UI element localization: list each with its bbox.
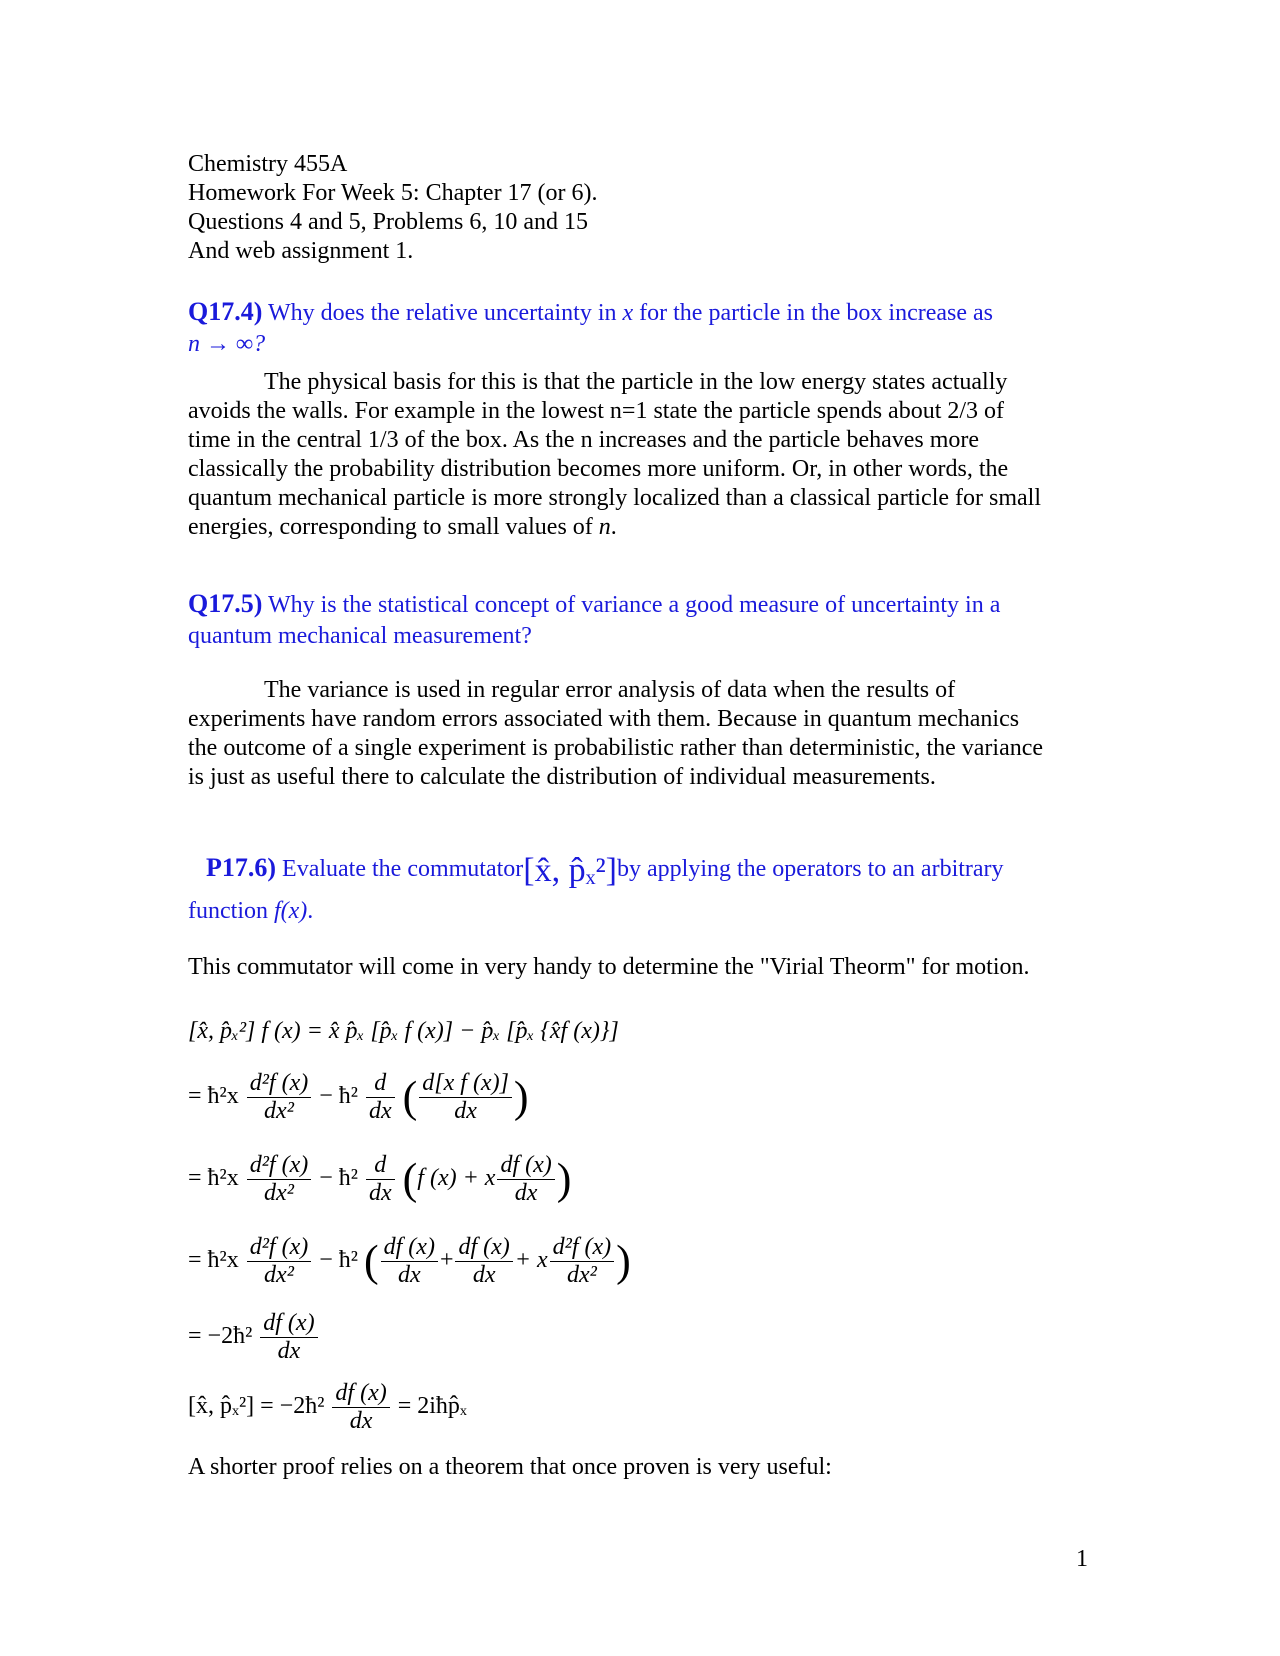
answer-line: classically the probability distribution becomes more uniform. Or, in other words, the (188, 456, 1009, 482)
fraction: $\frac{d}{dx}$ (366, 1070, 395, 1125)
assignment-web: And web assignment 1. (188, 238, 414, 264)
answer-line: The physical basis for this is that the particle in the low energy states actually (264, 369, 1008, 395)
eq-prefix: = −2ħ² (188, 1323, 253, 1350)
fraction: $\frac{\text{d²f (x)}}{\text{dx²}}$ (550, 1234, 615, 1289)
function-symbol: f(x) (273, 898, 308, 924)
intro-text: This commutator will come in very handy to determine the "Virial Theorm" for motion. (188, 954, 1030, 980)
question-text: quantum mechanical measurement? (188, 623, 532, 649)
problem-17-6 (206, 851, 1106, 889)
course-title: Chemistry 455A (188, 151, 348, 177)
eq-operator: + (439, 1247, 454, 1274)
question-text: Why is the statistical concept of variance a good measure of uncertainty in a (262, 592, 1001, 618)
equation-result (188, 1380, 467, 1435)
fraction: $\frac{df (x)}{dx}$ (497, 1152, 554, 1207)
equation-line-5 (188, 1310, 320, 1365)
equation-line-2: = ħ²x $\frac{\text{d²f (x)}}{\text{dx²}}$ − ħ² $\frac{d}{dx}$ ( $\frac{\text{d[x f (x)]}}{dx}$ ) (188, 1070, 529, 1124)
eq-prefix: = ħ²x (188, 1165, 239, 1192)
question-text: Why does the relative uncertainty in (262, 300, 623, 326)
fraction: $\frac{d}{dx}$ (366, 1152, 395, 1207)
fraction: $\frac{\text{d²f (x)}}{\text{dx²}}$ (247, 1234, 312, 1289)
question-number: Q17.4) (188, 297, 263, 326)
fraction: $\frac{df (x)}{dx}$ (381, 1234, 438, 1289)
assignment-questions: Questions 4 and 5, Problems 6, 10 and 15 (188, 209, 588, 235)
answer-line: experiments have random errors associated with them. Because in quantum mechanics (188, 706, 1020, 732)
variable: n (598, 514, 611, 540)
eq-operator: − ħ² (319, 1247, 358, 1274)
fraction: $\frac{df (x)}{dx}$ (332, 1380, 389, 1435)
eq-lhs: [x̂, p̂ₓ²] = −2ħ² (188, 1393, 325, 1420)
answer-line: the outcome of a single experiment is probabilistic rather than deterministic, the variance (188, 735, 1044, 761)
answer-17-5 (188, 676, 1088, 792)
answer-17-4 (188, 368, 1088, 542)
question-text: for the particle in the box increase as (633, 300, 994, 326)
question-17-4 (188, 296, 1088, 360)
problem-text: function (188, 898, 274, 924)
equation-line-1: [x̂, p̂ₓ²] f (x) = x̂ p̂ₓ [p̂ₓ f (x)] − p̂ₓ [p̂ₓ {x̂f (x)}] (188, 1018, 619, 1044)
fraction: $\frac{\text{d[x f (x)]}}{dx}$ (419, 1070, 512, 1125)
answer-line (188, 513, 1088, 542)
answer-line: is just as useful there to calculate the distribution of individual measurements. (188, 764, 936, 790)
problem-text: Evaluate the commutator (276, 856, 524, 882)
equation-line-4: = ħ²x $\frac{\text{d²f (x)}}{\text{dx²}}$ − ħ² ( $\frac{df (x)}{dx}$ + $\frac{df (x)}{dx}$ + x $\frac{\text{d²f (x)}}{\text{dx²}}$ ) (188, 1234, 631, 1288)
fraction: $\frac{\text{d²f (x)}}{\text{dx²}}$ (247, 1070, 312, 1125)
answer-line: quantum mechanical particle is more strongly localized than a classical particle for small (188, 485, 1042, 511)
fraction: $\frac{df (x)}{dx}$ (455, 1234, 512, 1289)
closing-text: A shorter proof relies on a theorem that once proven is very useful: (188, 1454, 832, 1480)
problem-text: by applying the operators to an arbitrary (617, 856, 1004, 882)
variable: x (622, 300, 634, 326)
answer-line: The variance is used in regular error analysis of data when the results of (264, 677, 956, 703)
homework-title: Homework For Week 5: Chapter 17 (or 6). (188, 180, 598, 206)
answer-line: time in the central 1/3 of the box. As the n increases and the particle behaves more (188, 427, 980, 453)
eq-operator: − ħ² (319, 1165, 358, 1192)
fraction: $\frac{df (x)}{dx}$ (260, 1310, 317, 1365)
eq-term: + x (514, 1247, 548, 1274)
equation-line-3: = ħ²x $\frac{\text{d²f (x)}}{\text{dx²}}$ − ħ² $\frac{d}{dx}$ (f (x) + x $\frac{df (x)}{dx}$ ) (188, 1152, 572, 1206)
eq-term: f (x) + x (417, 1165, 496, 1192)
fraction: $\frac{\text{d²f (x)}}{\text{dx²}}$ (247, 1152, 312, 1207)
eq-operator: − ħ² (319, 1083, 358, 1110)
page-number: 1 (1076, 1546, 1088, 1572)
problem-17-6-line2 (188, 896, 1088, 927)
header-block (188, 150, 598, 266)
question-number: Q17.5) (188, 589, 263, 618)
limit-expression: n → ∞? (188, 331, 266, 357)
eq-rhs: = 2iħp̂ₓ (397, 1393, 467, 1420)
answer-text: . (610, 514, 617, 540)
answer-line: avoids the walls. For example in the lowest n=1 state the particle spends about 2/3 of (188, 398, 1005, 424)
answer-text: energies, corresponding to small values of (188, 514, 599, 540)
eq-prefix: = ħ²x (188, 1083, 239, 1110)
problem-text: . (307, 898, 314, 924)
eq-prefix: = ħ²x (188, 1247, 239, 1274)
commutator-expression: [x̂, p̂ₓ²] (523, 851, 617, 889)
problem-number: P17.6) (206, 853, 277, 882)
question-17-5 (188, 588, 1088, 652)
